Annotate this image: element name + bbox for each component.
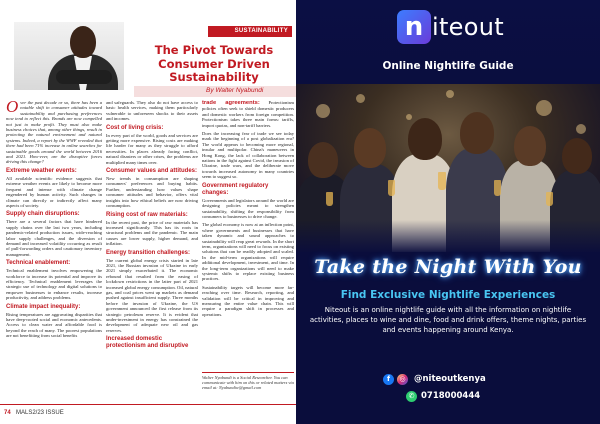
article-column-1 (6, 97, 102, 342)
paragraph-safeguards: and safeguards. They also do not have access to basic health services, making them particularly vulnerable to unforeseen shocks to their assets and incomes. (106, 100, 198, 122)
paragraph-inflection-point: The global economy is now at an inflection point, where governments and businesses that have taken dynamic and sound approaches to sustainability will reap great rewards. In the short term, organizations will need to focus on existing solutions that can be readily adopted and scaled. In the mid-term organizations will require additional development, investment, and time. In the long-term organizations will need to make systemic shifts to replace existing business practices. (202, 222, 294, 282)
social-handle[interactable]: @niteoutkenya (414, 374, 486, 384)
page-number: 74 (4, 410, 11, 416)
author-bio: Walter Nyabundi is a Social Researcher. You can communicate with him on this or related matters via email at: Nyabundiw@gmail.com (202, 372, 294, 398)
logo-mark: n (404, 12, 424, 42)
drop-cap: O (6, 97, 19, 116)
subheading-consumer-values: Consumer values and attitudes: (106, 168, 198, 175)
subheading-trade: trade agreements: (202, 100, 260, 106)
subheading-raw-materials: Rising cost of raw materials: (106, 211, 188, 218)
phone-number[interactable]: 0718000444 (421, 391, 481, 401)
photo-fade (296, 220, 600, 254)
niteout-logo-icon (397, 10, 431, 44)
subheading-energy: Energy transition challenges: (106, 249, 191, 256)
author-photo (14, 22, 124, 90)
page-footer (0, 400, 296, 424)
subheading-supply-chain: Supply chain disruptions: (6, 211, 80, 218)
subheading-climate: Climate impact inequality: (6, 303, 81, 310)
instagram-icon[interactable]: ◎ (397, 374, 408, 385)
paragraph-climate: Rising temperatures are aggravating disparities that have deep-rooted social and economic antecedents. Access to clean water and affordable food is beyond the reach of many. The poorest populations are not benefitting from social benefits (6, 311, 102, 339)
phone-contact (406, 389, 480, 403)
paragraph-extreme-weather: All available scientific evidence suggests that extreme weather events are likely to become more frequent and intense with climate change engendered by human activity. Such changes in climate can directly or indirectly affect many aspects of society. (6, 175, 102, 208)
ad-tagline: Take the Night With You (314, 256, 582, 278)
issue-label: MALS2/23 ISSUE (16, 410, 64, 416)
subheading-protectionism: Increased domestic protectionism and disruptive (106, 336, 189, 350)
paragraph-cost-of-living: In every part of the world, goods and services are getting more expensive. Rising costs are making life harder for many as they struggle to afford necessities. In places already facing conflict, natural disasters or other crises, the problems are multiplied many times over. (106, 132, 198, 165)
facebook-icon[interactable]: f (383, 374, 394, 385)
paragraph-government: Governments and legislators around the world are designing policies meant to strengthen sustainability, shifting the responsibility from consumers to businesses to drive change. (202, 197, 294, 219)
ad-heading: Find Exclusive Nightlife Experiences (340, 289, 556, 301)
subheading-cost-of-living: Cost of living crisis: (106, 124, 164, 131)
phone-icon: ✆ (406, 391, 417, 402)
footer-rule (0, 404, 296, 405)
paragraph-consumer-values: New trends in consumption are shaping consumers' preferences and buying habits. Further, understanding how values shape consumer attitudes and behavior, offers vital insights into how ethical beliefs are now driving consumption. (106, 176, 198, 209)
paragraph-supply-chain: There are a several factors that have hindered supply chains over the last two years, including pandemic-related production issues, wide-reaching labor supply challenges, and the diversion of demand and increased volatility occurring as result of pull-forwarding orders and cautionary inventory management. (6, 219, 102, 257)
subheading-government: Government regulatory changes: (202, 182, 269, 196)
article-page (0, 0, 296, 424)
paragraph-trade: Protectionism policies often seek to shield domestic producers and domestic workers from foreign competition. Protectionism takes three main forms: tariffs, import quotas, and non-tariff barriers. (202, 100, 294, 128)
ad-body-text: Niteout is an online nightlife guide with all the information on nightlife activities, places to wine and dine, food and drink offers, theme nights, parties and events happening around Kenya. (309, 306, 587, 334)
paragraph-post-globalization: Does the increasing fear of trade we see today mark the beginning of a post globalization era? The world appears to becoming more regional, insular and multipolar. China's maneuvers in Hong Kong, the lack of collaboration between nations in the fight against Covid, the invasion of Ukraine, trade wars, and the deliberate move towards increased autonomy in many countries seem to suggest so. (202, 131, 294, 180)
subheading-technical: Technical enablement: (6, 260, 71, 267)
paragraph-energy: The current global energy crisis started in late 2021, the Russian invasion of Ukraine in early 2021 simply exacerbated it. The economic rebound that resulted from the easing of lockdown restrictions in the latter part of 2021 increased global energy consumption. Oil, natural gas, and coal prices went up markets as demand pushed against insufficient supply. Three months before the invasion of Ukraine, the US government announced the first release from its strategic petroleum reserve. It is evident that under-investment in energy has constrained the development of adequate new oil and gas reserves. (106, 257, 198, 333)
article-headline: The Pivot Towards Consumer Driven Sustainability (154, 43, 274, 84)
article-byline: By Walter Nyabundi (206, 87, 264, 94)
subheading-extreme-weather: Extreme weather events: (6, 167, 77, 174)
article-intro: ver the past decade or so, there has been a notable shift in consumer attitudes toward sustainability and purchasing preferences now tend to reflect this. Brands are now compelled not just to make profit. They must also make business choices that, among other things, result in protecting the natural environment and natural systems. Indeed, a report by the WWF revealed that there had been 71% increase in online searches for sustainable goods around the world between 2016 and 2021. How-ever, are the disruptive forces driving this change? (6, 100, 102, 165)
logo-wordmark: iteout (432, 13, 504, 41)
social-contact (383, 372, 486, 386)
paragraph-technical: Technical enablement involves empowering the workforce to increase its potential and improve its efficiency. Technical enablement leverages the strategic use of technology and digital solutions to empower businesses to enhance results, increase productivity, and address problems. (6, 268, 102, 301)
paragraph-raw-materials: In the recent past, the price of raw materials has increased significantly. This has its roots in structural problems and the pandemic. The main causes are lower supply, higher demand, and inflation. (106, 219, 198, 247)
article-column-3 (202, 100, 294, 320)
article-column-2 (106, 100, 198, 351)
section-label: SUSTAINABILITY (208, 26, 292, 37)
paragraph-targets: Sustainability targets will become more far-reaching over time. Research, reporting, and validation will be critical in improving and measuring the entire value chain. This will require a paradigm shift in processes and operations. (202, 284, 294, 317)
ad-subtitle: Online Nightlife Guide (382, 60, 514, 72)
advertisement-page (296, 0, 600, 424)
